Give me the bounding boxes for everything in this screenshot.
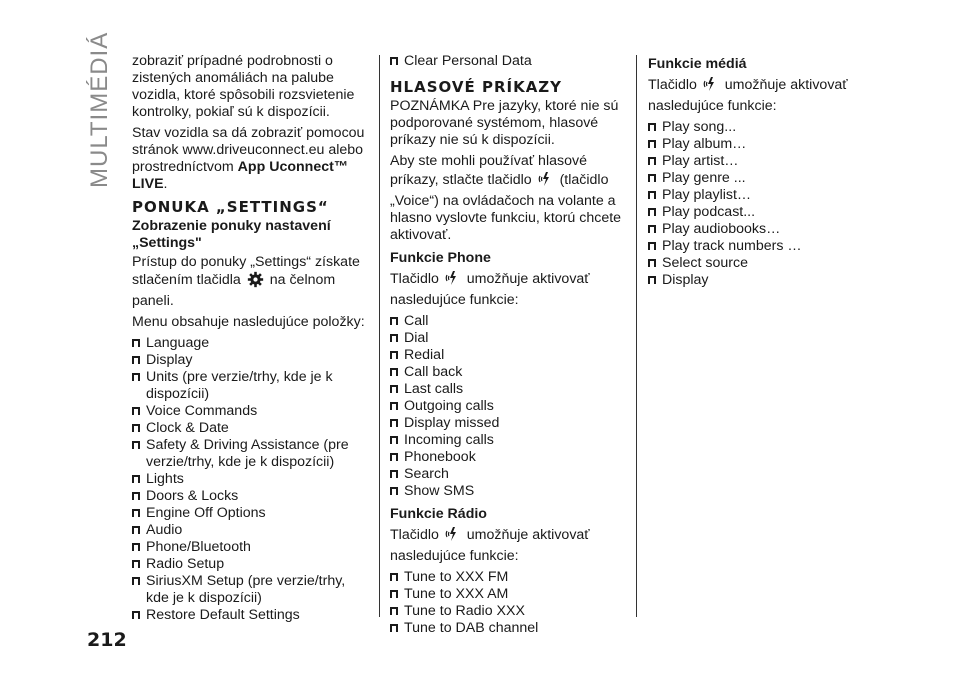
list-item: Audio [132,522,370,539]
list-item: Last calls [390,381,626,398]
paragraph: Stav vozidla sa dá zobraziť pomocou stránok www.driveuconnect.eu alebo prostredníctvom App Uconnect™ LIVE. [132,125,365,192]
bullet-icon [648,208,656,216]
bullet-icon [390,419,398,427]
list-item: Tune to DAB channel [390,620,626,637]
list-item: Clock & Date [132,420,370,437]
bullet-icon [648,191,656,199]
paragraph: Prístup do ponuky „Settings“ získate stlačením tlačidla na čelnom paneli. [132,254,360,309]
column-1 [132,53,370,624]
paragraph: Aby ste mohli používať hlasové príkazy, stlačte tlačidlo (tlačidlo „Voice“) na ovládačoch na volante a hlasno vyslovte funkciu, ktorú chcete aktivovať. [390,153,622,243]
bullet-icon [648,259,656,267]
bullet-icon [390,573,398,581]
bullet-icon [648,140,656,148]
bullet-icon [132,611,140,619]
voice-command-icon [538,170,554,193]
bullet-icon [390,624,398,632]
list-item: Dial [390,330,626,347]
subheading-phone: Funkcie Phone [390,250,491,266]
section-heading-settings: PONUKA „SETTINGS“ [132,198,329,216]
bullet-icon [132,543,140,551]
bullet-icon [132,475,140,483]
list-item: Language [132,335,370,352]
bullet-icon [390,607,398,615]
settings-gear-icon [247,271,264,293]
list-item: Play genre ... [648,170,878,187]
list-item: Display missed [390,415,626,432]
bullet-icon [390,453,398,461]
paragraph: Tlačidlo umožňuje aktivovať nasledujúce funkcie: [390,527,590,564]
bullet-icon [132,373,140,381]
list-item: Play song... [648,119,878,136]
bullet-icon [132,526,140,534]
bullet-icon [390,368,398,376]
bullet-icon [132,492,140,500]
subheading-radio: Funkcie Rádio [390,506,487,522]
list-item: Call back [390,364,626,381]
list-item: Play podcast... [648,204,878,221]
list-item: Play album… [648,136,878,153]
list-item: Clear Personal Data [390,53,626,70]
phone-functions-list [390,313,626,500]
paragraph: Tlačidlo umožňuje aktivovať nasledujúce funkcie: [390,271,590,308]
column-2 [390,53,626,637]
list-item: Play artist… [648,153,878,170]
column-3 [648,53,878,289]
bullet-icon [390,590,398,598]
list-item: Phonebook [390,449,626,466]
list-item: Tune to Radio XXX [390,603,626,620]
radio-functions-list [390,569,626,637]
bullet-icon [390,351,398,359]
list-item: Lights [132,471,370,488]
list-item: SiriusXM Setup (pre verzie/trhy, kde je k dispozícii) [132,573,370,607]
section-heading-voice-commands: HLASOVÉ PRÍKAZY [390,78,563,96]
list-item: Play playlist… [648,187,878,204]
bullet-icon [132,356,140,364]
subheading-media: Funkcie médiá [648,56,747,72]
bullet-icon [132,424,140,432]
paragraph: zobraziť prípadné podrobnosti o zistených anomáliách na palube vozidla, ktoré spôsobili rozsvietenie kontrolky, pokiaľ sú k dispozícii. [132,53,355,120]
list-item: Voice Commands [132,403,370,420]
list-item: Tune to XXX FM [390,569,626,586]
bullet-icon [132,407,140,415]
list-item: Display [132,352,370,369]
list-item: Play audiobooks… [648,221,878,238]
column-divider [636,55,637,617]
settings-list [132,335,370,624]
list-item: Select source [648,255,878,272]
bullet-icon [648,174,656,182]
bullet-icon [390,487,398,495]
paragraph: Tlačidlo umožňuje aktivovať nasledujúce funkcie: [648,77,848,114]
bullet-icon [390,470,398,478]
column-divider [379,55,380,617]
list-item: Play track numbers … [648,238,878,255]
list-item: Outgoing calls [390,398,626,415]
bullet-icon [132,560,140,568]
list-item: Incoming calls [390,432,626,449]
bullet-icon [390,436,398,444]
paragraph: POZNÁMKA Pre jazyky, ktoré nie sú podporované systémom, hlasové príkazy nie sú k dispozícii. [390,98,619,148]
bullet-icon [648,242,656,250]
list-item: Doors & Locks [132,488,370,505]
voice-command-icon [445,269,461,292]
bullet-icon [390,385,398,393]
list-item: Safety & Driving Assistance (pre verzie/trhy, kde je k dispozícii) [132,437,370,471]
page-number: 212 [87,629,127,651]
bullet-icon [132,509,140,517]
bullet-icon [648,123,656,131]
list-item: Search [390,466,626,483]
list-item: Units (pre verzie/trhy, kde je k dispozícii) [132,369,370,403]
bullet-icon [648,225,656,233]
list-item: Call [390,313,626,330]
subheading: Zobrazenie ponuky nastavení „Settings" [132,218,331,251]
bullet-icon [390,402,398,410]
list-item: Display [648,272,878,289]
bullet-icon [132,339,140,347]
voice-command-icon [703,75,719,98]
bullet-icon [132,577,140,585]
bullet-icon [132,441,140,449]
section-side-title: MULTIMÉDIÁ [86,31,113,188]
app-name: App Uconnect™ LIVE [132,159,349,192]
list-item: Show SMS [390,483,626,500]
list-item: Phone/Bluetooth [132,539,370,556]
bullet-icon [390,334,398,342]
bullet-icon [390,57,398,65]
media-functions-list [648,119,878,289]
bullet-icon [648,157,656,165]
list-item: Restore Default Settings [132,607,370,624]
list-item: Redial [390,347,626,364]
voice-command-icon [445,525,461,548]
list-item: Tune to XXX AM [390,586,626,603]
list-item: Radio Setup [132,556,370,573]
paragraph: Menu obsahuje nasledujúce položky: [132,314,365,330]
bullet-icon [648,276,656,284]
list-item: Engine Off Options [132,505,370,522]
bullet-icon [390,317,398,325]
